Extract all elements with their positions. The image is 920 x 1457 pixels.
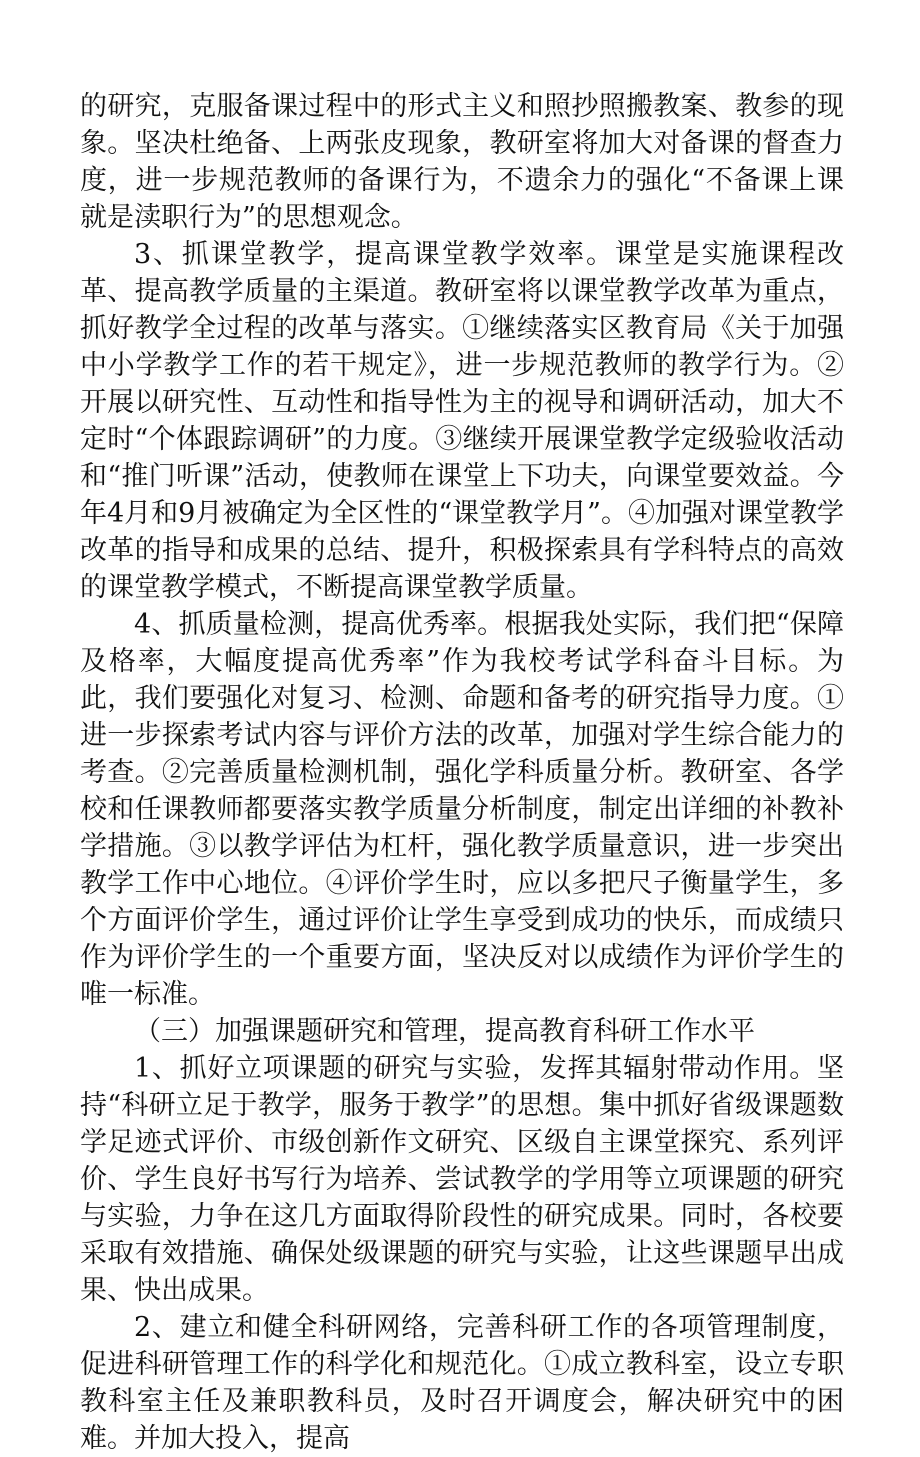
paragraph-item-1: 1、抓好立项课题的研究与实验，发挥其辐射带动作用。坚持“科研立足于教学，服务于教学”的思想。集中抓好省级课题数学足迹式评价、市级创新作文研究、区级自主课堂探究、系列评价、学生良好书写行为培养、尝试教学的学用等立项课题的研究与实验，力争在这几方面取得阶段性的研究成果。同时，各校要采取有效措施、确保处级课题的研究与实验，让这些课题早出成果、快出成果。: [80, 1053, 844, 1306]
section-heading: （三）加强课题研究和管理，提高教育科研工作水平: [134, 1016, 755, 1047]
paragraph-continued: 的研究，克服备课过程中的形式主义和照抄照搬教案、教参的现象。坚决杜绝备、上两张皮现象，教研室将加大对备课的督查力度，进一步规范教师的备课行为，不遗余力的强化“不备课上课就是渎职行为”的思想观念。: [80, 91, 844, 233]
paragraph-item-4: 4、抓质量检测，提高优秀率。根据我处实际，我们把“保障及格率，大幅度提高优秀率”作为我校考试学科奋斗目标。为此，我们要强化对复习、检测、命题和备考的研究指导力度。①进一步探索考试内容与评价方法的改革，加强对学生综合能力的考查。②完善质量检测机制，强化学科质量分析。教研室、各学校和任课教师都要落实教学质量分析制度，制定出详细的补教补学措施。③以教学评估为杠杆，强化教学质量意识，进一步突出教学工作中心地位。④评价学生时，应以多把尺子衡量学生，多个方面评价学生，通过评价让学生享受到成功的快乐，而成绩只作为评价学生的一个重要方面，坚决反对以成绩作为评价学生的唯一标准。: [80, 609, 844, 1010]
paragraph-item-2: 2、建立和健全科研网络，完善科研工作的各项管理制度，促进科研管理工作的科学化和规范化。①成立教科室，设立专职教科室主任及兼职教科员，及时召开调度会，解决研究中的困难。并加大投入，提高: [80, 1312, 844, 1454]
document-page: [80, 88, 844, 1457]
paragraph-item-3: 3、抓课堂教学，提高课堂教学效率。课堂是实施课程改革、提高教学质量的主渠道。教研室将以课堂教学改革为重点，抓好教学全过程的改革与落实。①继续落实区教育局《关于加强中小学教学工作的若干规定》，进一步规范教师的教学行为。②开展以研究性、互动性和指导性为主的视导和调研活动，加大不定时“个体跟踪调研”的力度。③继续开展课堂教学定级验收活动和“推门听课”活动，使教师在课堂上下功夫，向课堂要效益。今年4月和9月被确定为全区性的“课堂教学月”。④加强对课堂教学改革的指导和成果的总结、提升，积极探索具有学科特点的高效的课堂教学模式，不断提高课堂教学质量。: [80, 239, 844, 603]
